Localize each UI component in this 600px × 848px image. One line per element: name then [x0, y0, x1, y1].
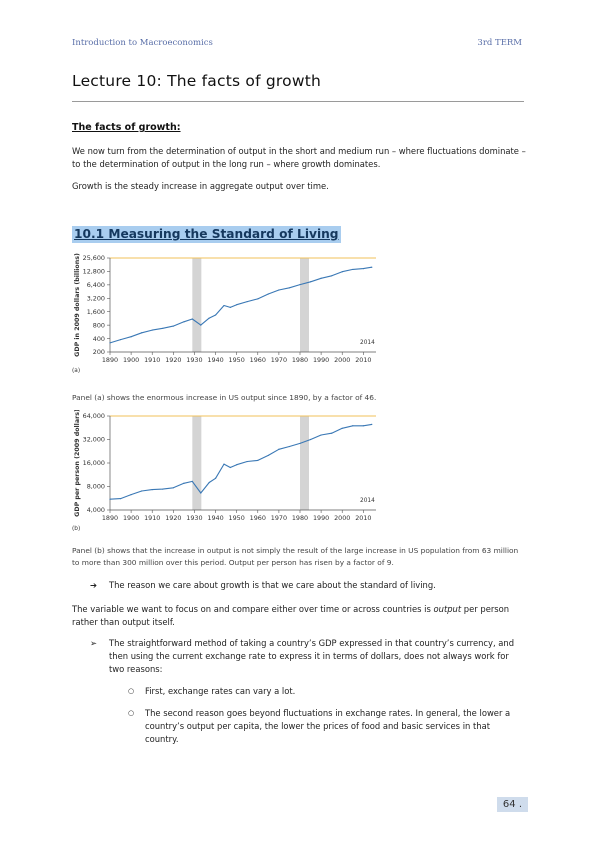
data-point	[278, 449, 279, 450]
data-point	[183, 321, 184, 322]
x-tick-label: 1970	[270, 356, 288, 364]
chart-panel-a	[72, 252, 512, 380]
caption-panel-a: Panel (a) shows the enormous increase in US output since 1890, by a factor of 46.	[72, 393, 377, 402]
section-2-heading: 10.1 Measuring the Standard of Living	[74, 227, 339, 241]
x-tick-label: 1910	[144, 514, 161, 522]
y-tick-label: 12,800	[82, 267, 105, 276]
data-point	[223, 305, 224, 306]
gdp-chart-svg	[72, 252, 512, 380]
end-year-label: 2014	[360, 340, 375, 346]
y-axis-label: GDP in 2009 dollars (billions)	[74, 253, 81, 357]
header-course-title: Introduction to Macroeconomics	[72, 38, 213, 48]
header-term: 3rd TERM	[477, 38, 522, 48]
data-point	[342, 271, 343, 272]
x-tick-label: 1980	[291, 356, 309, 364]
data-point	[352, 269, 353, 270]
x-tick-label: 1990	[312, 514, 330, 522]
x-tick-label: 1940	[207, 356, 224, 364]
page-number: 64	[502, 799, 516, 810]
x-tick-label: 1890	[101, 514, 119, 522]
data-point	[299, 284, 300, 285]
y-tick-label: 1,600	[86, 307, 105, 316]
y-axis-label: GDP per person (2009 dollars)	[74, 410, 81, 517]
data-point	[192, 481, 193, 482]
data-point	[141, 332, 142, 333]
x-tick-label: 1900	[122, 356, 140, 364]
data-point	[109, 499, 110, 500]
panel-label: (b)	[72, 526, 81, 532]
data-point	[278, 289, 279, 290]
data-point	[363, 268, 364, 269]
data-point	[363, 425, 364, 426]
data-point	[162, 489, 163, 490]
data-point	[131, 336, 132, 337]
page-title: Lecture 10: The facts of growth	[72, 72, 322, 90]
circle-bullet-icon: ○	[128, 687, 135, 695]
y-tick-label: 200	[92, 348, 105, 357]
gdp-series-line	[110, 424, 372, 499]
x-tick-label: 1950	[228, 356, 245, 364]
data-point	[109, 342, 110, 343]
data-point	[230, 467, 231, 468]
x-tick-label: 2000	[334, 514, 351, 522]
data-point	[257, 298, 258, 299]
data-point	[209, 482, 210, 483]
y-tick-label: 25,600	[82, 254, 105, 263]
data-point	[299, 443, 300, 444]
y-tick-label: 8,000	[86, 482, 105, 491]
data-point	[289, 287, 290, 288]
y-tick-label: 32,000	[82, 435, 105, 444]
gdp-series-line	[110, 267, 372, 343]
circle-bullet-icon: ○	[128, 709, 135, 717]
y-tick-label: 4,000	[86, 506, 105, 515]
recession-shade	[192, 416, 201, 510]
data-point	[310, 281, 311, 282]
data-point	[371, 267, 372, 268]
page-number-box	[497, 797, 528, 812]
data-point	[162, 328, 163, 329]
data-point	[236, 464, 237, 465]
y-tick-label: 16,000	[82, 459, 105, 468]
arrow-bullet-text: The reason we care about growth is that we care about the standard of living.	[109, 580, 436, 590]
caption-panel-b: Panel (b) shows that the increase in output is not simply the result of the large increase in US population from 63 million to more than 300 million over this period. Output per person has risen by a factor of 9.	[72, 546, 519, 567]
y-tick-label: 400	[92, 334, 105, 343]
panel-label: (a)	[72, 368, 81, 374]
y-tick-label: 64,000	[82, 412, 105, 421]
x-tick-label: 1960	[249, 514, 266, 522]
section-heading: The facts of growth:	[72, 122, 181, 133]
data-point	[268, 455, 269, 456]
x-tick-label: 1990	[312, 356, 330, 364]
y-tick-label: 3,200	[86, 294, 105, 303]
data-point	[120, 339, 121, 340]
output-per-person-paragraph	[72, 603, 527, 628]
x-tick-label: 1890	[101, 356, 119, 364]
triangle-bullet-icon: ➢	[90, 638, 98, 648]
sub-bullet-text: First, exchange rates can vary a lot.	[145, 686, 296, 696]
x-tick-label: 1920	[165, 514, 182, 522]
data-point	[173, 326, 174, 327]
x-tick-label: 1920	[165, 356, 182, 364]
data-point	[209, 318, 210, 319]
x-tick-label: 1910	[144, 356, 161, 364]
data-point	[230, 307, 231, 308]
data-point	[247, 461, 248, 462]
data-point	[331, 275, 332, 276]
triangle-bullet-text: The straightforward method of taking a country’s GDP expressed in that country’s currency, and then using the current exchange rate to express it in terms of dollars, does not always work for two reasons:	[109, 638, 515, 674]
x-tick-label: 1980	[291, 514, 309, 522]
data-point	[120, 498, 121, 499]
data-point	[289, 446, 290, 447]
data-point	[223, 463, 224, 464]
data-point	[152, 329, 153, 330]
gdp-per-person-chart-svg	[72, 410, 512, 538]
page-number-suffix: .	[518, 799, 522, 810]
recession-shade	[300, 416, 309, 510]
chart-panel-b	[72, 410, 512, 538]
y-tick-label: 6,400	[86, 281, 105, 290]
data-point	[141, 490, 142, 491]
data-point	[152, 489, 153, 490]
data-point	[371, 424, 372, 425]
arrow-bullet-icon: ➔	[90, 580, 98, 590]
x-tick-label: 1970	[270, 514, 288, 522]
x-tick-label: 1930	[186, 514, 203, 522]
x-tick-label: 2010	[355, 514, 372, 522]
data-point	[215, 478, 216, 479]
para3-emphasis: output	[433, 604, 462, 614]
data-point	[247, 301, 248, 302]
x-tick-label: 1940	[207, 514, 224, 522]
para3-text-a: The variable we want to focus on and compare either over time or across countries is	[72, 604, 434, 614]
x-tick-label: 2000	[334, 356, 351, 364]
data-point	[321, 434, 322, 435]
x-tick-label: 1960	[249, 356, 266, 364]
data-point	[183, 483, 184, 484]
title-divider	[72, 101, 524, 102]
x-tick-label: 1930	[186, 356, 203, 364]
recession-shade	[300, 258, 309, 352]
y-tick-label: 800	[92, 321, 105, 330]
data-point	[200, 492, 201, 493]
data-point	[215, 314, 216, 315]
data-point	[268, 293, 269, 294]
data-point	[192, 318, 193, 319]
data-point	[200, 325, 201, 326]
data-point	[352, 425, 353, 426]
sub-bullet-text: The second reason goes beyond fluctuations in exchange rates. In general, the lower a country’s output per capita, the lower the prices of food and basic services in that country.	[145, 708, 511, 744]
data-point	[236, 304, 237, 305]
para3-text-b: per person rather than output itself.	[72, 604, 510, 627]
x-tick-label: 2010	[355, 356, 372, 364]
growth-definition: Growth is the steady increase in aggregate output over time.	[72, 181, 329, 191]
intro-paragraph: We now turn from the determination of output in the short and medium run – where fluctuations dominate – to the determination of output in the long run – where growth dominates.	[72, 146, 526, 169]
data-point	[331, 433, 332, 434]
data-point	[321, 278, 322, 279]
data-point	[342, 428, 343, 429]
x-tick-label: 1950	[228, 514, 245, 522]
end-year-label: 2014	[360, 498, 375, 504]
data-point	[257, 460, 258, 461]
recession-shade	[192, 258, 201, 352]
x-tick-label: 1900	[122, 514, 140, 522]
data-point	[173, 487, 174, 488]
data-point	[131, 494, 132, 495]
data-point	[310, 439, 311, 440]
